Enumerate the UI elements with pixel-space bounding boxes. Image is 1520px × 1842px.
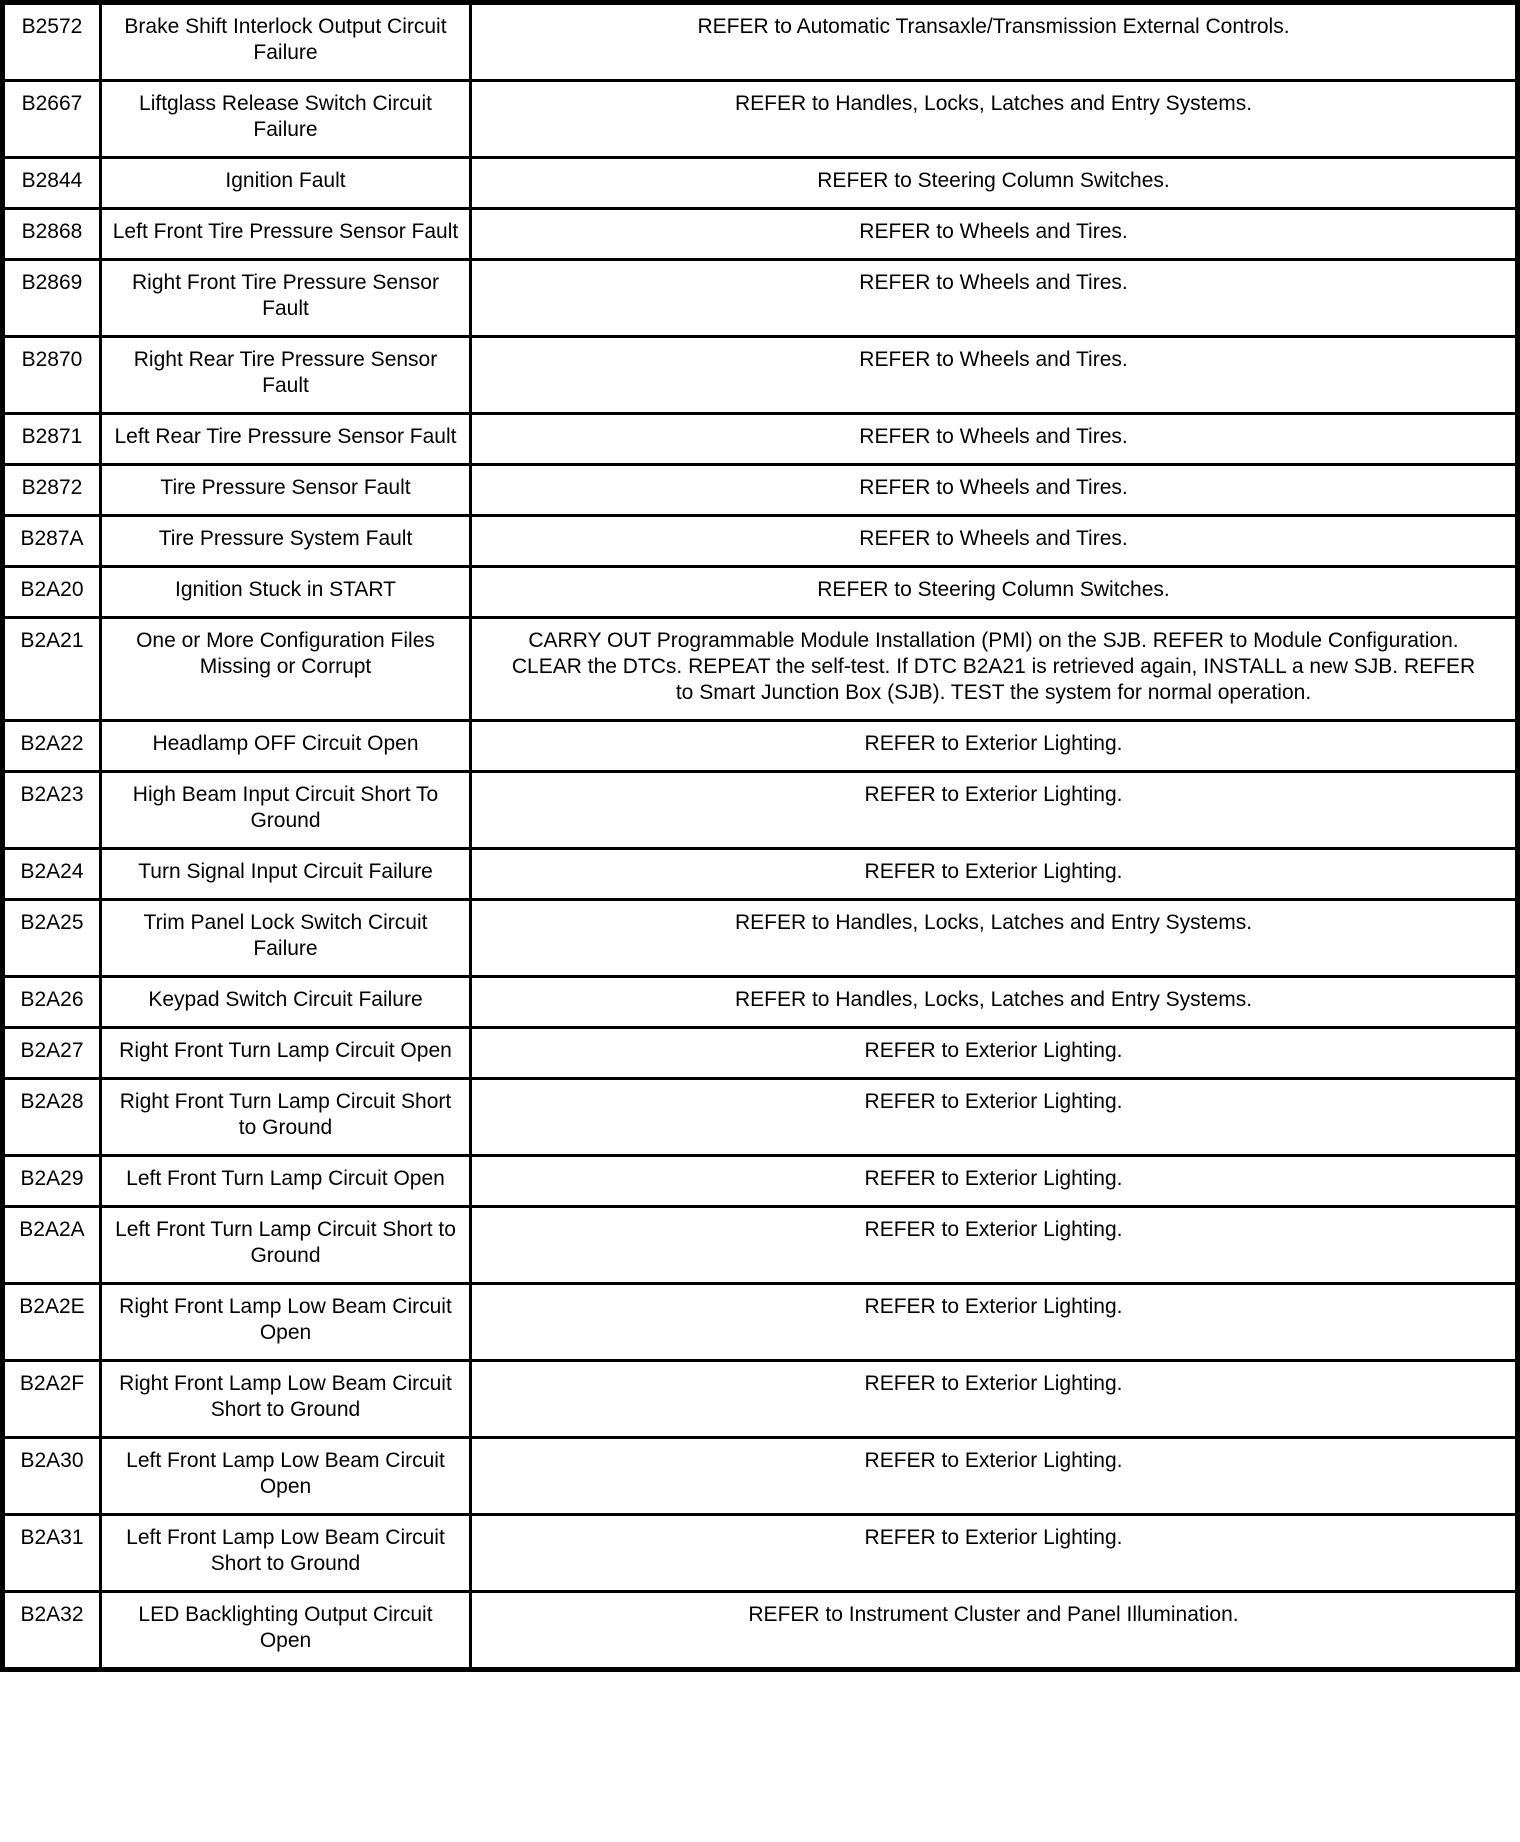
dtc-table-row [3,1515,1518,1592]
dtc-action-text: REFER to Exterior Lighting. [864,732,1123,755]
dtc-table-row [3,260,1518,337]
dtc-code-cell: B2A2A [3,1207,101,1284]
dtc-action-cell [471,977,1518,1028]
dtc-action-cell [471,772,1518,849]
dtc-table-row [3,516,1518,567]
dtc-description-cell: Left Front Lamp Low Beam Circuit Open [101,1438,471,1515]
dtc-description-cell: Tire Pressure Sensor Fault [101,465,471,516]
dtc-code-cell: B2868 [3,209,101,260]
dtc-action-cell [471,1156,1518,1207]
dtc-action-text: REFER to Wheels and Tires. [859,476,1128,499]
dtc-action-text: REFER to Exterior Lighting. [864,860,1123,883]
dtc-code-cell: B2869 [3,260,101,337]
dtc-description-cell: Left Front Turn Lamp Circuit Open [101,1156,471,1207]
dtc-action-text: REFER to Steering Column Switches. [817,169,1170,192]
dtc-code-cell: B2A20 [3,567,101,618]
dtc-code-cell: B2A28 [3,1079,101,1156]
dtc-table-row [3,209,1518,260]
dtc-table-row [3,465,1518,516]
dtc-description-cell: Left Front Tire Pressure Sensor Fault [101,209,471,260]
dtc-table-row [3,721,1518,772]
dtc-action-text: REFER to Wheels and Tires. [859,271,1128,294]
dtc-table-row [3,1079,1518,1156]
dtc-code-cell: B2871 [3,414,101,465]
dtc-table-row [3,772,1518,849]
dtc-description-cell: Right Front Turn Lamp Circuit Short to Ground [101,1079,471,1156]
dtc-table-row [3,1284,1518,1361]
dtc-action-cell [471,465,1518,516]
dtc-action-text: REFER to Exterior Lighting. [864,1372,1123,1395]
dtc-action-cell [471,1438,1518,1515]
dtc-table-row [3,1592,1518,1670]
dtc-table-row [3,977,1518,1028]
dtc-action-cell [471,1592,1518,1670]
dtc-action-cell [471,1361,1518,1438]
dtc-description-cell: Liftglass Release Switch Circuit Failure [101,81,471,158]
dtc-action-text: REFER to Wheels and Tires. [859,527,1128,550]
dtc-description-cell: Ignition Stuck in START [101,567,471,618]
dtc-code-cell: B2870 [3,337,101,414]
dtc-description-cell: Tire Pressure System Fault [101,516,471,567]
dtc-action-text: REFER to Wheels and Tires. [859,220,1128,243]
dtc-action-text: REFER to Handles, Locks, Latches and Entry Systems. [734,911,1253,934]
dtc-code-cell: B2A32 [3,1592,101,1670]
dtc-action-cell [471,1207,1518,1284]
dtc-action-cell [471,1515,1518,1592]
dtc-action-cell [471,721,1518,772]
dtc-description-cell: Left Front Turn Lamp Circuit Short to Ground [101,1207,471,1284]
dtc-description-cell: Keypad Switch Circuit Failure [101,977,471,1028]
dtc-action-text: REFER to Exterior Lighting. [864,1449,1123,1472]
dtc-action-text: REFER to Handles, Locks, Latches and Entry Systems. [734,92,1253,115]
dtc-code-cell: B2A25 [3,900,101,977]
dtc-action-cell [471,516,1518,567]
dtc-action-text: REFER to Wheels and Tires. [859,425,1128,448]
dtc-action-text: REFER to Wheels and Tires. [859,348,1128,371]
dtc-code-cell: B2A24 [3,849,101,900]
dtc-action-text: REFER to Steering Column Switches. [817,578,1170,601]
dtc-table-row [3,337,1518,414]
dtc-description-cell: Turn Signal Input Circuit Failure [101,849,471,900]
dtc-table-body [3,3,1518,1670]
dtc-action-cell [471,1284,1518,1361]
dtc-table-row [3,158,1518,209]
dtc-action-cell [471,900,1518,977]
dtc-table-row [3,81,1518,158]
dtc-action-text: CARRY OUT Programmable Module Installation (PMI) on the SJB. REFER to Module Configuration. CLEAR the DTCs. REPEAT the self-test. If DTC B2A21 is retrieved again, INSTALL a new SJB. REFER to Smart Junction Box (SJB). TEST the system for normal operation. [511,629,1476,704]
dtc-action-text: REFER to Exterior Lighting. [864,1526,1123,1549]
dtc-action-text: REFER to Exterior Lighting. [864,783,1123,806]
dtc-action-cell [471,567,1518,618]
dtc-code-cell: B2A27 [3,1028,101,1079]
dtc-code-cell: B2844 [3,158,101,209]
dtc-description-cell: Ignition Fault [101,158,471,209]
dtc-description-cell: Brake Shift Interlock Output Circuit Failure [101,3,471,81]
dtc-action-cell [471,260,1518,337]
dtc-code-cell: B2A30 [3,1438,101,1515]
dtc-description-cell: Headlamp OFF Circuit Open [101,721,471,772]
dtc-description-cell: Left Rear Tire Pressure Sensor Fault [101,414,471,465]
dtc-table-row [3,1438,1518,1515]
dtc-table-row [3,414,1518,465]
dtc-table-row [3,3,1518,81]
dtc-action-cell [471,849,1518,900]
dtc-table-row [3,1028,1518,1079]
dtc-code-cell: B2A21 [3,618,101,721]
dtc-table-row [3,618,1518,721]
dtc-action-text: REFER to Automatic Transaxle/Transmission External Controls. [697,15,1290,38]
dtc-action-cell [471,158,1518,209]
dtc-description-cell: Right Front Turn Lamp Circuit Open [101,1028,471,1079]
dtc-description-cell: One or More Configuration Files Missing or Corrupt [101,618,471,721]
dtc-code-cell: B2872 [3,465,101,516]
dtc-description-cell: Right Rear Tire Pressure Sensor Fault [101,337,471,414]
dtc-code-cell: B2A31 [3,1515,101,1592]
dtc-description-cell: Right Front Tire Pressure Sensor Fault [101,260,471,337]
dtc-description-cell: Trim Panel Lock Switch Circuit Failure [101,900,471,977]
dtc-action-cell [471,414,1518,465]
dtc-action-cell [471,1079,1518,1156]
dtc-action-cell [471,337,1518,414]
dtc-description-cell: LED Backlighting Output Circuit Open [101,1592,471,1670]
dtc-description-cell: Right Front Lamp Low Beam Circuit Short to Ground [101,1361,471,1438]
dtc-action-text: REFER to Exterior Lighting. [864,1090,1123,1113]
dtc-code-cell: B2A2E [3,1284,101,1361]
dtc-description-cell: High Beam Input Circuit Short To Ground [101,772,471,849]
dtc-code-cell: B2572 [3,3,101,81]
dtc-table-row [3,567,1518,618]
dtc-action-text: REFER to Exterior Lighting. [864,1039,1123,1062]
dtc-action-text: REFER to Exterior Lighting. [864,1295,1123,1318]
dtc-code-cell: B287A [3,516,101,567]
dtc-action-cell [471,618,1518,721]
dtc-table-row [3,849,1518,900]
dtc-code-cell: B2A29 [3,1156,101,1207]
dtc-table-row [3,1156,1518,1207]
dtc-action-cell [471,3,1518,81]
dtc-action-cell [471,209,1518,260]
dtc-code-cell: B2A23 [3,772,101,849]
dtc-code-cell: B2667 [3,81,101,158]
dtc-description-cell: Left Front Lamp Low Beam Circuit Short to Ground [101,1515,471,1592]
dtc-action-cell [471,81,1518,158]
dtc-table-row [3,1207,1518,1284]
dtc-code-cell: B2A2F [3,1361,101,1438]
dtc-action-cell [471,1028,1518,1079]
dtc-table-row [3,1361,1518,1438]
dtc-action-text: REFER to Handles, Locks, Latches and Entry Systems. [734,988,1253,1011]
dtc-description-cell: Right Front Lamp Low Beam Circuit Open [101,1284,471,1361]
dtc-action-text: REFER to Exterior Lighting. [864,1218,1123,1241]
dtc-table-row [3,900,1518,977]
dtc-code-cell: B2A26 [3,977,101,1028]
dtc-code-cell: B2A22 [3,721,101,772]
dtc-action-text: REFER to Exterior Lighting. [864,1167,1123,1190]
dtc-action-text: REFER to Instrument Cluster and Panel Illumination. [748,1603,1239,1626]
